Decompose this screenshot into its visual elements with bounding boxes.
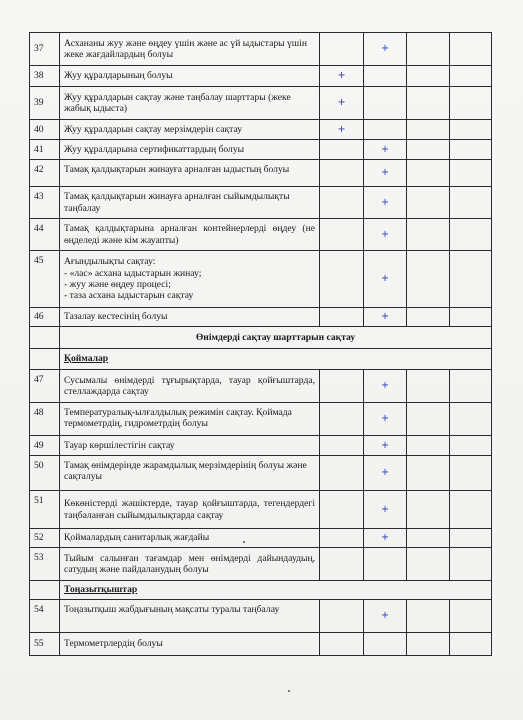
row-number: 54: [30, 600, 60, 633]
row-number: 44: [30, 219, 60, 251]
mark-cell: +: [364, 308, 407, 327]
empty-cell: [407, 633, 450, 656]
empty-cell: [450, 548, 492, 581]
mark-cell: [320, 160, 364, 187]
mark-cell: [320, 140, 364, 160]
row-text: Тыйым салынған тағамдар мен өнімдерді дайындаудың, сатудың және пайдаланудың болуы: [60, 548, 320, 581]
table-row: [30, 491, 492, 529]
row-number: 48: [30, 403, 60, 436]
mark-cell: [320, 251, 364, 308]
empty-cell: [30, 581, 60, 600]
empty-cell: [407, 456, 450, 491]
row-number: 40: [30, 120, 60, 140]
row-number: 43: [30, 187, 60, 219]
empty-cell: [407, 403, 450, 436]
empty-cell: [450, 436, 492, 456]
empty-cell: [407, 66, 450, 87]
mark-cell: +: [320, 120, 364, 140]
table-row: [30, 160, 492, 187]
empty-cell: [407, 120, 450, 140]
table-row: [30, 529, 492, 548]
empty-cell: [450, 633, 492, 656]
row-text: Тамақ қалдықтарына арналған контейнерлерді өңдеу (не өңделеді және кім жауапты): [60, 219, 320, 251]
mark-cell: [320, 33, 364, 66]
empty-cell: [407, 600, 450, 633]
checklist-body: [30, 33, 492, 656]
row-number: 51: [30, 491, 60, 529]
table-row: [30, 403, 492, 436]
row-number: 52: [30, 529, 60, 548]
mark-cell: +: [364, 491, 407, 529]
empty-cell: [407, 87, 450, 120]
empty-cell: [450, 456, 492, 491]
mark-cell: [320, 403, 364, 436]
row-text: Ағындылықты сақтау: - «лас» асхана ыдыстарын жинау; - жуу және өңдеу процесі; - таза асхана ыдыстарын сақтау: [60, 251, 320, 308]
table-row: [30, 140, 492, 160]
table-row: [30, 308, 492, 327]
empty-cell: [407, 140, 450, 160]
row-number: 47: [30, 370, 60, 403]
empty-cell: [407, 219, 450, 251]
row-number: 37: [30, 33, 60, 66]
mark-cell: +: [364, 456, 407, 491]
scan-speck: [243, 541, 245, 543]
empty-cell: [450, 160, 492, 187]
mark-cell: +: [320, 66, 364, 87]
table-row: [30, 33, 492, 66]
mark-cell: [320, 633, 364, 656]
empty-cell: [407, 491, 450, 529]
row-text: Жуу құралдарын сақтау мерзімдерін сақтау: [60, 120, 320, 140]
mark-cell: [320, 187, 364, 219]
mark-cell: +: [364, 219, 407, 251]
mark-cell: [364, 633, 407, 656]
mark-cell: +: [364, 370, 407, 403]
mark-cell: +: [364, 251, 407, 308]
row-text: Жуу құралдарын сақтау және таңбалау шарттары (жеке жабық ыдыста): [60, 87, 320, 120]
row-text: Қоймалардың санитарлық жағдайы: [60, 529, 320, 548]
empty-cell: [450, 251, 492, 308]
empty-cell: [407, 160, 450, 187]
table-row: [30, 251, 492, 308]
row-number: 42: [30, 160, 60, 187]
mark-cell: [320, 308, 364, 327]
empty-cell: [450, 491, 492, 529]
mark-cell: +: [364, 140, 407, 160]
empty-cell: [407, 33, 450, 66]
section-title: Өнімдерді сақтау шарттарын сақтау: [60, 327, 492, 349]
mark-cell: [320, 456, 364, 491]
row-number: 38: [30, 66, 60, 87]
row-text: Тоңазытқыш жабдығының мақсаты туралы таңбалау: [60, 600, 320, 633]
mark-cell: [320, 370, 364, 403]
empty-cell: [450, 187, 492, 219]
mark-cell: +: [364, 33, 407, 66]
mark-cell: +: [364, 187, 407, 219]
mark-cell: +: [320, 87, 364, 120]
row-number: 50: [30, 456, 60, 491]
empty-cell: [30, 327, 60, 349]
row-text: Асхананы жуу және өңдеу үшін және ас үй ыдыстары үшін жеке жағдайлардың болуы: [60, 33, 320, 66]
empty-cell: [407, 308, 450, 327]
row-text: Жуу құралдарына сертификаттардың болуы: [60, 140, 320, 160]
empty-cell: [450, 219, 492, 251]
subheading-row: [30, 349, 492, 370]
empty-cell: [30, 349, 60, 370]
mark-cell: [320, 436, 364, 456]
mark-cell: [364, 548, 407, 581]
empty-cell: [450, 66, 492, 87]
row-text: Сусымалы өнімдерді тұғырықтарда, тауар қойғыштарда, стеллаждарда сақтау: [60, 370, 320, 403]
mark-cell: +: [364, 160, 407, 187]
table-row: [30, 633, 492, 656]
subheading-fridges: Тоңазытқыштар: [60, 581, 492, 600]
scan-speck: [288, 690, 290, 692]
section-row: [30, 327, 492, 349]
row-number: 39: [30, 87, 60, 120]
empty-cell: [450, 370, 492, 403]
mark-cell: [320, 219, 364, 251]
empty-cell: [450, 308, 492, 327]
mark-cell: +: [364, 600, 407, 633]
empty-cell: [407, 187, 450, 219]
mark-cell: [364, 66, 407, 87]
empty-cell: [407, 370, 450, 403]
empty-cell: [450, 140, 492, 160]
checklist-table: [29, 32, 492, 656]
empty-cell: [407, 436, 450, 456]
row-text: Термометрлердің болуы: [60, 633, 320, 656]
subheading-storage: Қоймалар: [60, 349, 492, 370]
table-row: [30, 436, 492, 456]
row-number: 49: [30, 436, 60, 456]
table-row: [30, 219, 492, 251]
row-text: Тауар көршілестігін сақтау: [60, 436, 320, 456]
mark-cell: [364, 87, 407, 120]
mark-cell: [320, 600, 364, 633]
empty-cell: [450, 33, 492, 66]
mark-cell: [320, 548, 364, 581]
empty-cell: [450, 403, 492, 436]
table-row: [30, 187, 492, 219]
empty-cell: [407, 529, 450, 548]
mark-cell: +: [364, 529, 407, 548]
row-number: 46: [30, 308, 60, 327]
row-number: 45: [30, 251, 60, 308]
row-text: Тамақ қалдықтарын жинауға арналған сыйымдылықты таңбалау: [60, 187, 320, 219]
row-number: 53: [30, 548, 60, 581]
empty-cell: [450, 529, 492, 548]
table-row: [30, 548, 492, 581]
empty-cell: [450, 120, 492, 140]
table-row: [30, 600, 492, 633]
empty-cell: [407, 548, 450, 581]
row-number: 55: [30, 633, 60, 656]
table-row: [30, 87, 492, 120]
empty-cell: [407, 251, 450, 308]
row-text: Тамақ қалдықтарын жинауға арналған ыдыстың болуы: [60, 160, 320, 187]
table-row: [30, 370, 492, 403]
subheading-row: [30, 581, 492, 600]
table-row: [30, 120, 492, 140]
table-row: [30, 66, 492, 87]
row-text: Температуралық-ылғалдылық режимін сақтау. Қоймада термометрдің, гидрометрдің болуы: [60, 403, 320, 436]
mark-cell: [320, 491, 364, 529]
mark-cell: +: [364, 436, 407, 456]
mark-cell: [320, 529, 364, 548]
empty-cell: [450, 87, 492, 120]
mark-cell: +: [364, 403, 407, 436]
row-number: 41: [30, 140, 60, 160]
mark-cell: [364, 120, 407, 140]
row-text: Көкөністерді жәшіктерде, тауар қойғыштарда, тегендердегі таңбаланған сыйымдылықтарда сақтау: [60, 491, 320, 529]
row-text: Жуу құралдарының болуы: [60, 66, 320, 87]
row-text: Тазалау кестесінің болуы: [60, 308, 320, 327]
row-text: Тамақ өнімдерінде жарамдылық мерзімдерінің болуы және сақталуы: [60, 456, 320, 491]
table-row: [30, 456, 492, 491]
empty-cell: [450, 600, 492, 633]
